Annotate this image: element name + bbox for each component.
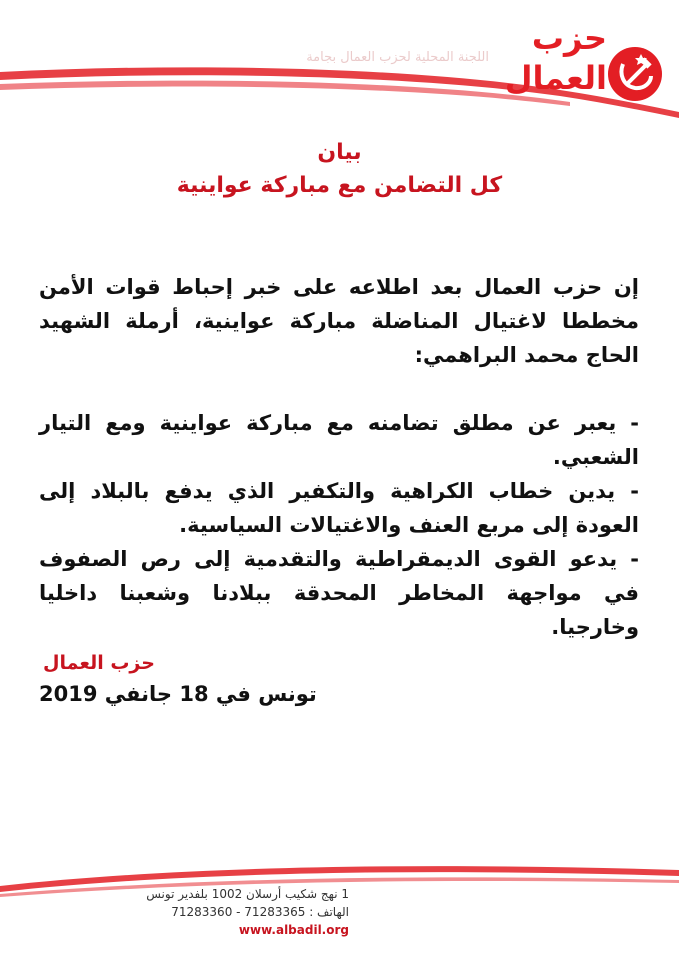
point-1: - يعبر عن مطلق تضامنه مع مباركة عواينية ومع التيار الشعبي. [39,411,639,469]
footer-contact [49,885,349,939]
letterhead [0,0,679,115]
signature-date: تونس في 18 جانفي 2019 [39,682,317,706]
footer-phone: الهاتف : 71283365 - 71283360 [171,905,349,919]
point-2: - يدين خطاب الكراهية والتكفير الذي يدفع بالبلاد إلى العودة إلى مربع العنف والاغتيالات السياسية. [39,479,639,537]
document-subtitle: كل التضامن مع مباركة عواينية [176,173,503,198]
footer-address: 1 نهج شكيب أرسلان 1002 بلفدير تونس [146,887,349,901]
footer-website-link[interactable]: www.albadil.org [238,923,349,937]
logo-line-2: العمال [504,59,607,97]
hammer-sickle-icon [605,44,665,104]
signature-block [39,652,639,706]
logo-wordmark [505,18,607,98]
intro-paragraph: إن حزب العمال بعد اطلاعه على خبر إحباط قوات الأمن مخططا لاغتيال المناضلة مباركة عواينية، أرملة الشهيد الحاج محمد البراهمي: [39,275,639,367]
logo-line-1: حزب [531,19,607,57]
party-logo [505,14,665,104]
statement-body [39,270,639,644]
signature-org: حزب العمال [43,652,155,674]
faded-header-text: اللجنة المحلية لحزب العمال بجامة [306,50,489,65]
document-title: بيان [317,140,362,165]
point-3: - يدعو القوى الديمقراطية والتقدمية إلى رص الصفوف في مواجهة المخاطر المحدقة ببلادنا وشعبنا داخليا وخارجيا. [39,547,639,639]
